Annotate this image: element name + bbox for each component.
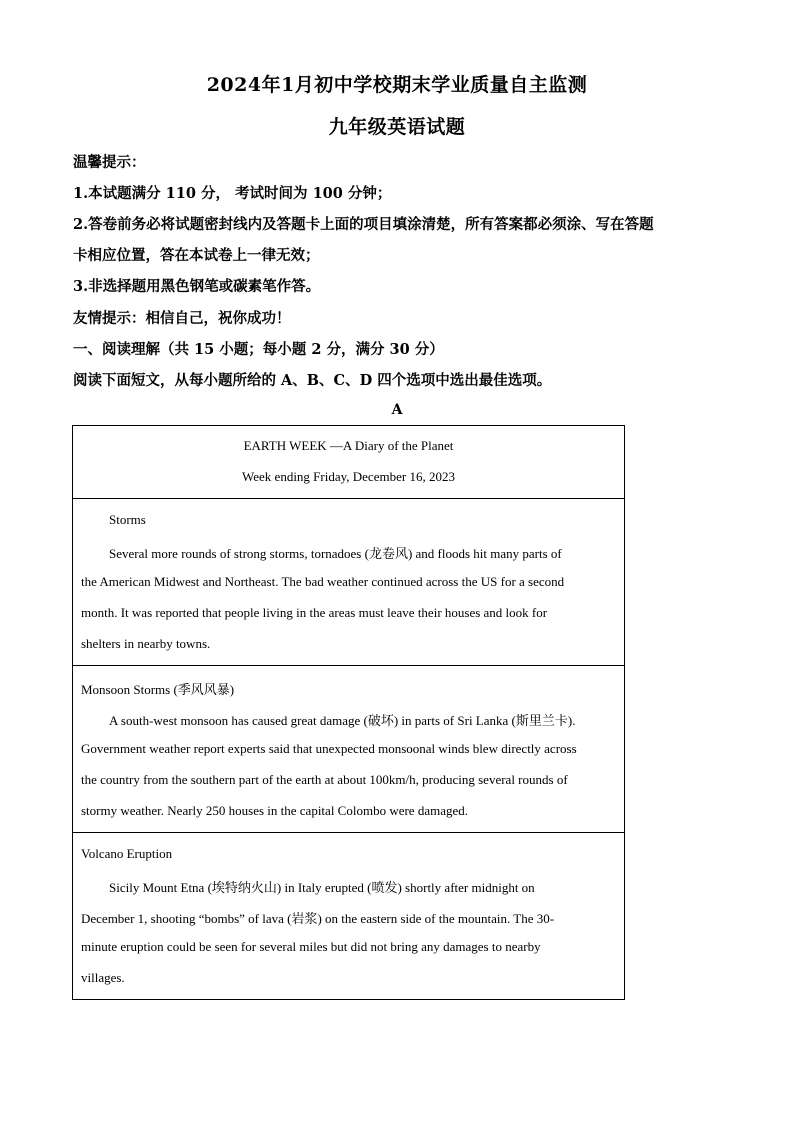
- monsoon-heading: Monsoon Storms (季风风暴): [81, 682, 235, 697]
- monsoon-cell: [73, 666, 624, 833]
- storms-line: shelters in nearby towns.: [81, 636, 211, 651]
- section-title: 一、阅读理解（共 15 小题；每小题 2 分，满分 30 分）: [73, 341, 444, 358]
- exam-title: 2024年1月初中学校期末学业质量自主监测: [206, 74, 588, 96]
- instruction-item-1: 1.本试题满分 110 分， 考试时间为 100 分钟；: [73, 185, 392, 202]
- volcano-cell: [73, 833, 624, 999]
- monsoon-line: the country from the southern part of the earth at about 100km/h, producing several rounds of: [81, 772, 568, 787]
- section-direction: 阅读下面短文，从每小题所给的 A、B、C、D 四个选项中选出最佳选项。: [73, 372, 552, 389]
- volcano-heading: Volcano Eruption: [81, 846, 173, 861]
- diary-header-cell: [73, 426, 624, 499]
- storms-heading: Storms: [109, 512, 146, 527]
- tips-heading: 温馨提示：: [73, 154, 146, 171]
- volcano-line: minute eruption could be seen for several miles but did not bring any damages to nearby: [81, 939, 541, 954]
- storms-line: month. It was reported that people living in the areas must leave their houses and look for: [81, 605, 548, 620]
- monsoon-line: stormy weather. Nearly 250 houses in the capital Colombo were damaged.: [81, 803, 469, 818]
- instruction-item-2-line-2: 卡相应位置，答在本试卷上一律无效；: [73, 247, 320, 264]
- diary-title: EARTH WEEK —A Diary of the Planet: [243, 438, 454, 453]
- storms-cell: [73, 499, 624, 666]
- passage-label: A: [391, 402, 403, 418]
- storms-line: Several more rounds of strong storms, tornadoes (龙卷风) and floods hit many parts of: [109, 546, 562, 561]
- volcano-line: Sicily Mount Etna (埃特纳火山) in Italy erupted (喷发) shortly after midnight on: [109, 880, 535, 895]
- instruction-item-2-line-1: 2.答卷前务必将试题密封线内及答题卡上面的项目填涂清楚，所有答案都必须涂、写在答题: [73, 216, 654, 233]
- volcano-line: December 1, shooting “bombs” of lava (岩浆) on the eastern side of the mountain. The 30-: [81, 911, 555, 926]
- monsoon-line: A south-west monsoon has caused great damage (破坏) in parts of Sri Lanka (斯里兰卡).: [109, 713, 576, 728]
- volcano-line: villages.: [81, 970, 125, 985]
- diary-date: Week ending Friday, December 16, 2023: [242, 469, 455, 484]
- diary-table: [72, 425, 625, 1000]
- exam-subtitle: 九年级英语试题: [328, 116, 466, 138]
- friendly-tip: 友情提示：相信自己，祝你成功！: [73, 310, 291, 327]
- monsoon-line: Government weather report experts said that unexpected monsoonal winds blew directly across: [81, 741, 577, 756]
- storms-line: the American Midwest and Northeast. The bad weather continued across the US for a second: [81, 574, 565, 589]
- instruction-item-3: 3.非选择题用黑色钢笔或碳素笔作答。: [73, 278, 321, 295]
